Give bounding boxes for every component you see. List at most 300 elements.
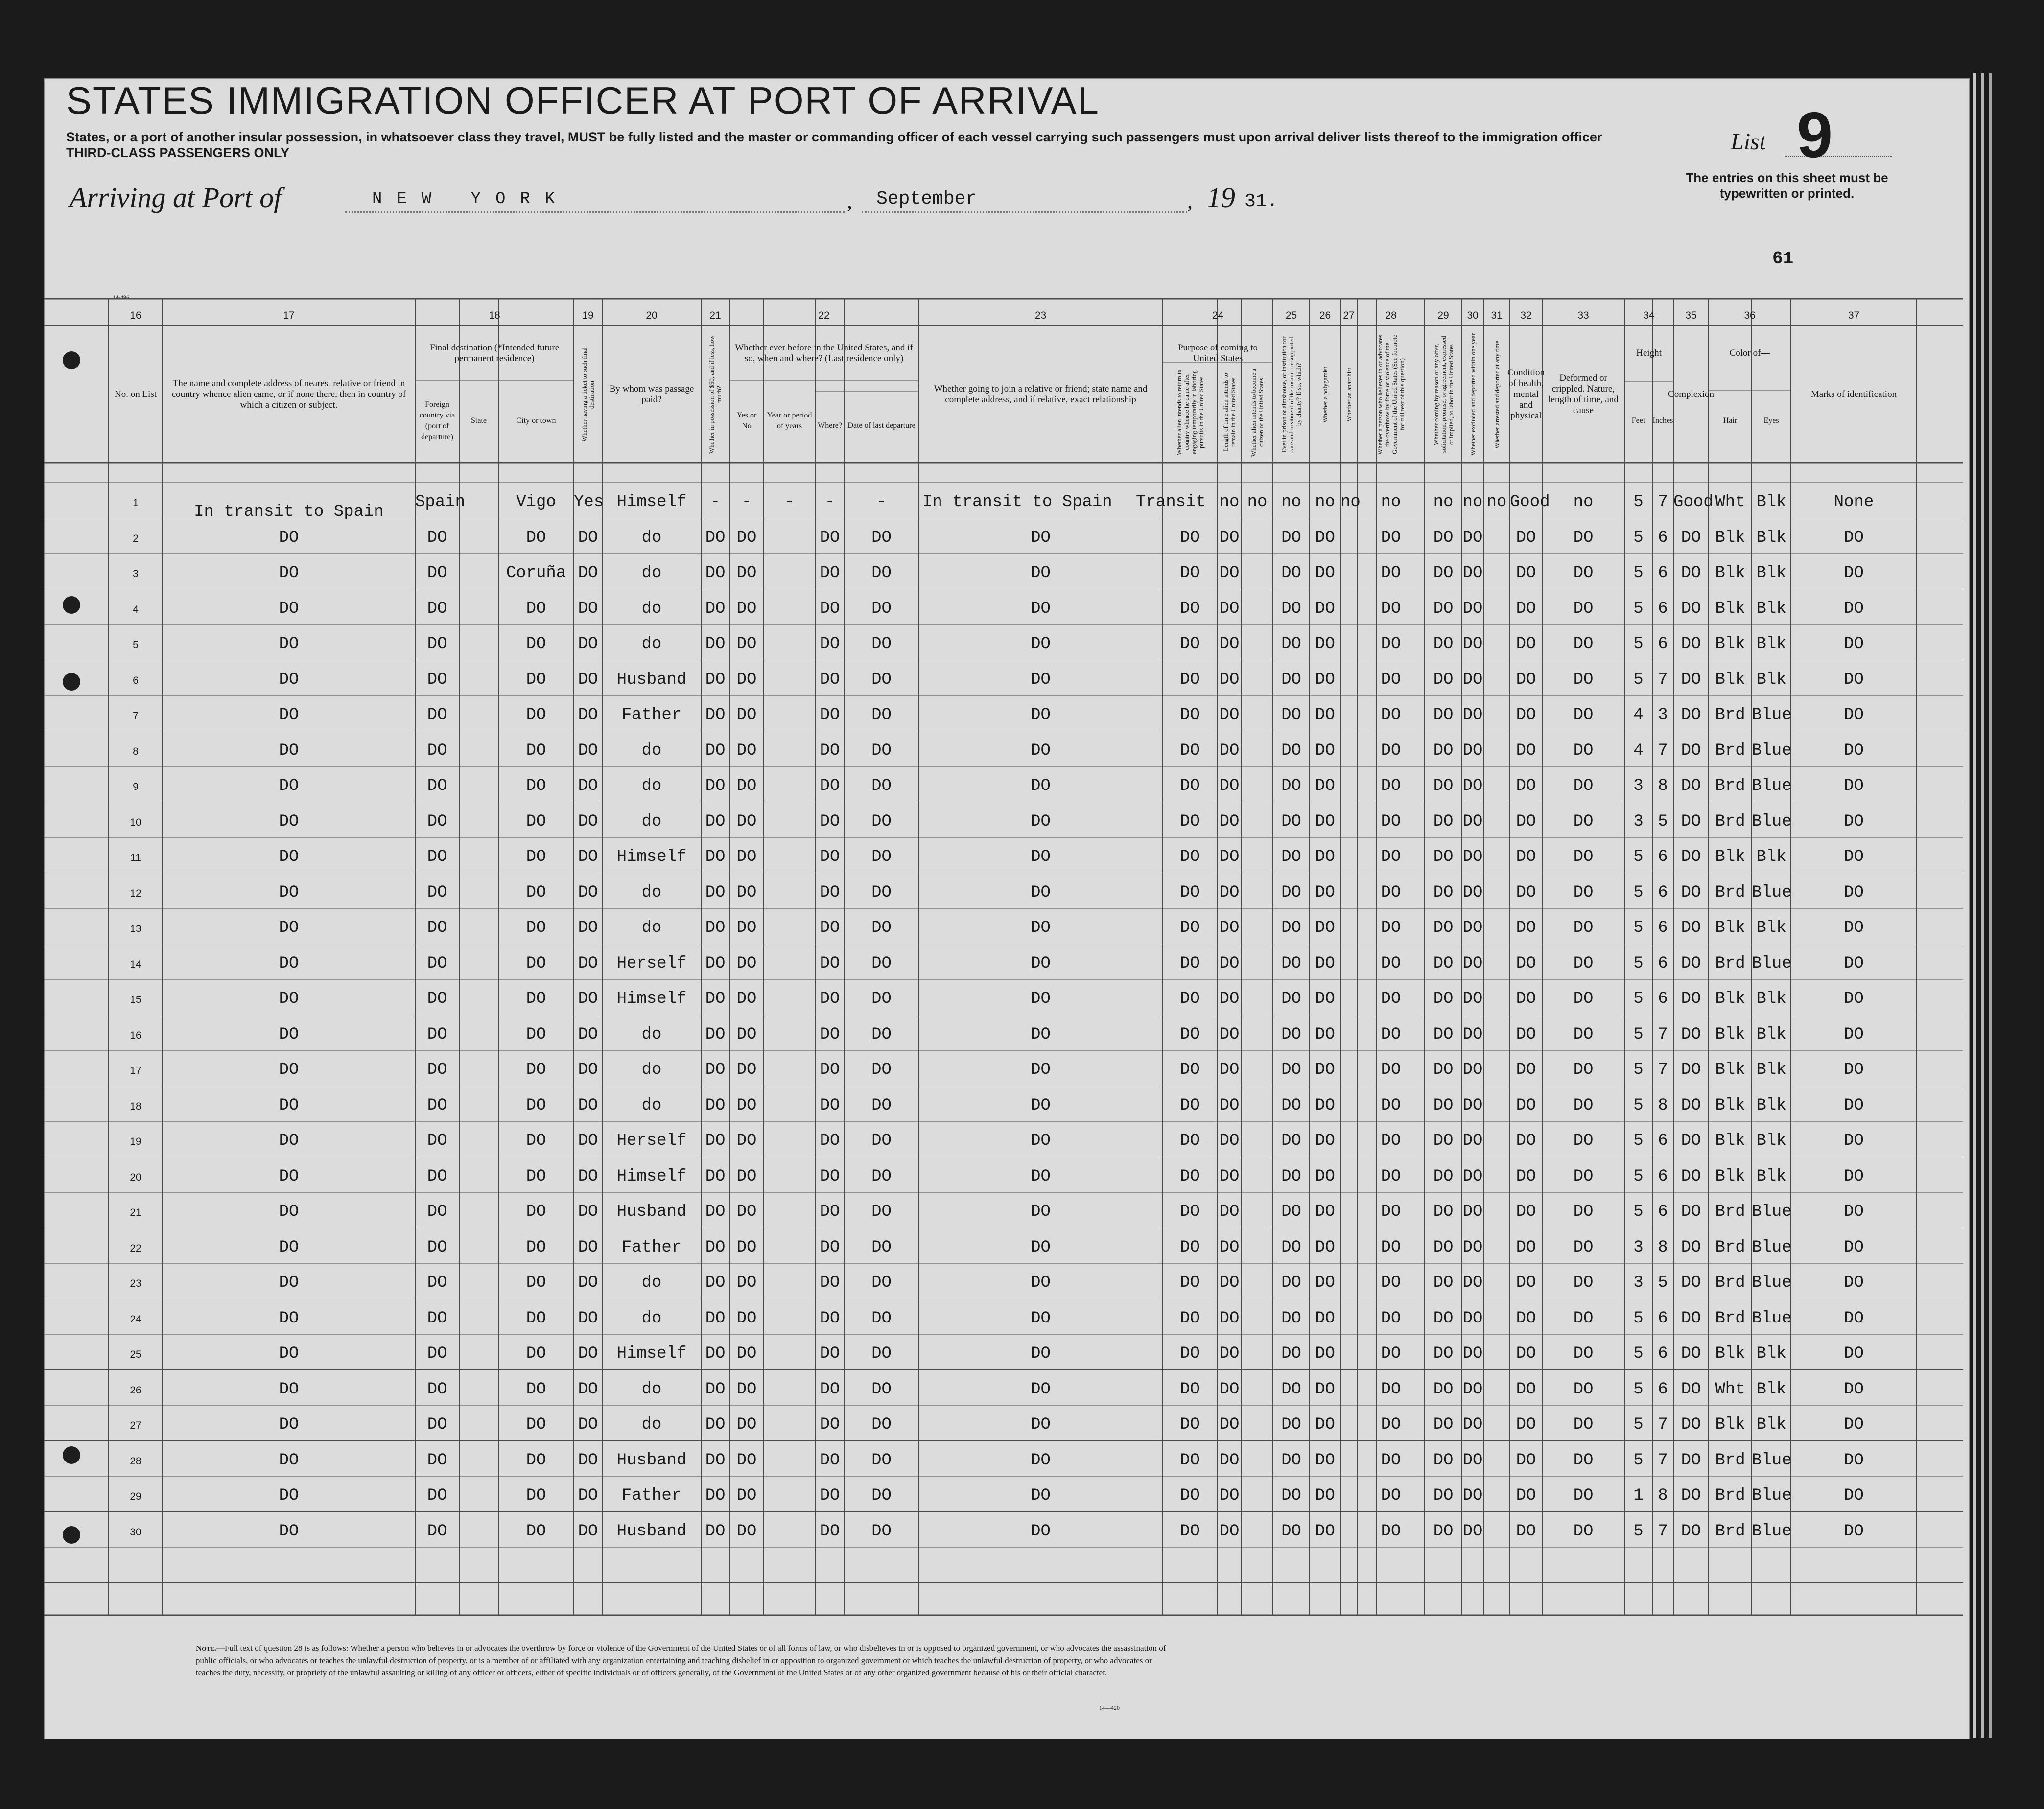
table-cell-money: DO [705, 954, 726, 973]
table-cell-q29: DO [1433, 919, 1454, 937]
month-value: September [876, 188, 977, 209]
column-header-label: The name and complete address of nearest relative or friend in country whence alien came, or if none there, then in country of which a citizen or subject. [171, 378, 406, 410]
table-cell-purpose: DO [1180, 1203, 1200, 1221]
table-cell-date: DO [871, 1096, 892, 1115]
table-cell-join: DO [1031, 848, 1051, 866]
table-cell-marks: DO [1844, 1167, 1864, 1186]
row-number: 1 [133, 497, 139, 509]
table-cell-q30: DO [1462, 1025, 1483, 1044]
table-cell-q30: no [1462, 493, 1483, 511]
table-cell-rel: DO [279, 1167, 299, 1186]
table-cell-eyes: Blk [1756, 1061, 1786, 1079]
table-cell-prison: DO [1281, 599, 1301, 618]
table-cell-hair: Blk [1715, 599, 1745, 618]
table-cell-hair: Blk [1715, 1132, 1745, 1150]
column-number: 20 [646, 310, 658, 321]
table-cell-rel: DO [279, 777, 299, 795]
list-note: The entries on this sheet must be typewritten or printed. [1686, 170, 1888, 201]
table-cell-city: DO [526, 599, 546, 618]
table-cell-city: DO [526, 1451, 546, 1470]
table-cell-city: DO [526, 1345, 546, 1363]
table-cell-via: DO [427, 1415, 447, 1434]
table-cell-city: DO [526, 1167, 546, 1186]
table-cell-complexion: DO [1681, 1345, 1701, 1363]
table-cell-prison: DO [1281, 706, 1301, 724]
table-cell-eyes: Blk [1756, 599, 1786, 618]
table-cell-purpose: DO [1180, 1451, 1200, 1470]
table-cell-feet: 3 [1633, 777, 1644, 795]
table-cell-where: DO [820, 1025, 840, 1044]
table-cell-inches: 6 [1658, 990, 1668, 1008]
row-number: 26 [130, 1384, 141, 1396]
table-cell-deformed: DO [1573, 741, 1594, 760]
row-number: 9 [133, 781, 139, 792]
table-cell-feet: 5 [1633, 670, 1644, 689]
table-cell-paid: Himself [616, 848, 687, 866]
table-cell-eyes: Blue [1752, 1486, 1792, 1505]
sheet-number: 61 [1772, 249, 1794, 269]
column-header-label: Complexion [1668, 389, 1714, 399]
table-cell-city: DO [526, 670, 546, 689]
table-cell-inches: 6 [1658, 954, 1668, 973]
comma-separator: , [847, 189, 852, 213]
table-cell-where: - [824, 493, 835, 511]
table-cell-health: DO [1516, 670, 1536, 689]
table-cell-rel: DO [279, 564, 299, 582]
footnote-text: —Full text of question 28 is as follows: Whether a person who believes in or advocates the overthrow by force or violence of the Government of the United States or of all forms of law, or who disbelieves in or is opposed to organized government, or who advocates the assassination of public officials, or who advocates or teaches the unlawful destruction of property, or is a member of or affiliated with any organization entertaining and teaching disbelief in or opposition to organized government or which teaches the unlawful destruction of property, or who advocates or teaches the duty, necessity, or propriety of the unlawful assaulting or killing of any officer or officers, either of specific individuals or of officers generally, of the Government of the United States or of any other organized government because of his or their official character. [196, 1644, 1166, 1677]
table-cell-poly: DO [1315, 670, 1335, 689]
table-cell-length: DO [1219, 812, 1240, 831]
table-cell-inches: 3 [1658, 706, 1668, 724]
table-cell-purpose: DO [1180, 1309, 1200, 1328]
table-cell-ticket: DO [578, 848, 598, 866]
table-cell-deformed: DO [1573, 706, 1594, 724]
table-cell-eyes: Blk [1756, 919, 1786, 937]
table-cell-purpose: DO [1180, 1522, 1200, 1541]
table-cell-where: DO [820, 1451, 840, 1470]
table-cell-prison: DO [1281, 990, 1301, 1008]
form-code: 14—420 [1099, 1704, 1120, 1711]
table-cell-city: DO [526, 1309, 546, 1328]
table-cell-length: DO [1219, 1380, 1240, 1399]
table-cell-paid: do [641, 919, 662, 937]
table-cell-q29: DO [1433, 1345, 1454, 1363]
table-cell-yes: DO [736, 812, 757, 831]
table-cell-paid: do [641, 1415, 662, 1434]
table-cell-via: DO [427, 990, 447, 1008]
table-cell-length: DO [1219, 1203, 1240, 1221]
table-cell-purpose: DO [1180, 990, 1200, 1008]
table-cell-poly: DO [1315, 564, 1335, 582]
table-cell-deformed: DO [1573, 528, 1594, 547]
table-cell-ticket: DO [578, 706, 598, 724]
table-cell-q28: DO [1381, 1132, 1401, 1150]
table-cell-marks: DO [1844, 1025, 1864, 1044]
column-header [1709, 329, 1791, 378]
table-cell-date: DO [871, 1238, 892, 1257]
table-cell-feet: 5 [1633, 1061, 1644, 1079]
table-cell-yes: DO [736, 1238, 757, 1257]
table-cell-yes: DO [736, 1025, 757, 1044]
table-cell-poly: DO [1315, 741, 1335, 760]
table-cell-money: DO [705, 1309, 726, 1328]
table-cell-q28: DO [1381, 1238, 1401, 1257]
table-cell-feet: 5 [1633, 1309, 1644, 1328]
table-cell-health: DO [1516, 990, 1536, 1008]
table-cell-q30: DO [1462, 670, 1483, 689]
table-cell-date: DO [871, 883, 892, 902]
row-number: 3 [133, 568, 139, 580]
table-cell-health: DO [1516, 1203, 1536, 1221]
table-cell-date: DO [871, 848, 892, 866]
table-cell-complexion: DO [1681, 1132, 1701, 1150]
table-cell-city: DO [526, 883, 546, 902]
table-cell-prison: DO [1281, 528, 1301, 547]
table-cell-marks: DO [1844, 599, 1864, 618]
table-cell-inches: 7 [1658, 1451, 1668, 1470]
table-cell-join: DO [1031, 706, 1051, 724]
table-cell-complexion: DO [1681, 1061, 1701, 1079]
table-cell-city: DO [526, 1025, 546, 1044]
table-cell-poly: DO [1315, 777, 1335, 795]
table-cell-complexion: DO [1681, 1486, 1701, 1505]
table-cell-eyes: Blue [1752, 1238, 1792, 1257]
table-cell-marks: DO [1844, 1309, 1864, 1328]
table-cell-q28: DO [1381, 706, 1401, 724]
table-cell-rel: DO [279, 1451, 299, 1470]
table-cell-rel: DO [279, 1486, 299, 1505]
table-cell-inches: 7 [1658, 1061, 1668, 1079]
table-cell-join: DO [1031, 1415, 1051, 1434]
column-number: 30 [1467, 310, 1479, 321]
table-cell-paid: do [641, 599, 662, 618]
table-cell-eyes: Blue [1752, 1522, 1792, 1541]
table-cell-q30: DO [1462, 812, 1483, 831]
table-cell-hair: Brd [1715, 1238, 1745, 1257]
table-cell-marks: DO [1844, 741, 1864, 760]
table-cell-rel: DO [279, 1203, 299, 1221]
table-cell-paid: Husband [616, 1203, 687, 1221]
table-cell-q30: DO [1462, 777, 1483, 795]
table-cell-via: DO [427, 883, 447, 902]
table-cell-inches: 7 [1658, 493, 1668, 511]
table-cell-join: DO [1031, 670, 1051, 689]
table-cell-q30: DO [1462, 564, 1483, 582]
table-cell-via: DO [427, 1380, 447, 1399]
table-cell-where: DO [820, 1096, 840, 1115]
table-cell-money: DO [705, 1522, 726, 1541]
table-cell-money: DO [705, 1238, 726, 1257]
table-cell-join: DO [1031, 1309, 1051, 1328]
port-value: NEW YORK [372, 190, 570, 209]
table-cell-ticket: DO [578, 1061, 598, 1079]
table-cell-paid: do [641, 777, 662, 795]
table-cell-purpose: DO [1180, 1238, 1200, 1257]
table-cell-health: DO [1516, 1274, 1536, 1292]
table-cell-deformed: DO [1573, 1096, 1594, 1115]
table-cell-q29: DO [1433, 1309, 1454, 1328]
table-cell-city: DO [526, 1061, 546, 1079]
column-number: 24 [1212, 310, 1224, 321]
table-cell-money: DO [705, 635, 726, 653]
table-cell-rel: DO [279, 1274, 299, 1292]
column-header-label: Year or period of years [767, 411, 812, 430]
table-cell-via: DO [427, 528, 447, 547]
table-cell-q29: DO [1433, 883, 1454, 902]
table-cell-feet: 5 [1633, 1203, 1644, 1221]
table-cell-poly: DO [1315, 635, 1335, 653]
table-cell-poly: DO [1315, 883, 1335, 902]
table-cell-paid: Herself [616, 1132, 687, 1150]
table-cell-marks: DO [1844, 1061, 1864, 1079]
table-cell-paid: Himself [616, 990, 687, 1008]
column-header [815, 394, 845, 458]
table-cell-paid: do [641, 528, 662, 547]
table-cell-rel: DO [279, 741, 299, 760]
table-cell-where: DO [820, 1522, 840, 1541]
table-cell-purpose: DO [1180, 1345, 1200, 1363]
table-cell-date: DO [871, 670, 892, 689]
table-cell-length: DO [1219, 528, 1240, 547]
table-cell-purpose: DO [1180, 1132, 1200, 1150]
table-cell-purpose: DO [1180, 919, 1200, 937]
column-header [109, 329, 163, 460]
table-cell-deformed: DO [1573, 1380, 1594, 1399]
table-cell-money: DO [705, 1025, 726, 1044]
table-cell-eyes: Blk [1756, 1345, 1786, 1363]
table-cell-feet: 5 [1633, 1096, 1644, 1115]
column-header-label: Whether excluded and deported within one year [1469, 333, 1477, 456]
table-cell-q28: DO [1381, 670, 1401, 689]
table-cell-deformed: DO [1573, 1522, 1594, 1541]
table-cell-via: DO [427, 599, 447, 618]
table-cell-feet: 5 [1633, 1132, 1644, 1150]
table-cell-q30: DO [1462, 1132, 1483, 1150]
table-cell-date: DO [871, 1132, 892, 1150]
table-cell-marks: DO [1844, 670, 1864, 689]
table-cell-ticket: DO [578, 1167, 598, 1186]
table-cell-length: DO [1219, 1415, 1240, 1434]
table-cell-via: DO [427, 670, 447, 689]
table-cell-where: DO [820, 635, 840, 653]
table-cell-q29: DO [1433, 812, 1454, 831]
year-suffix: 31. [1245, 191, 1278, 212]
table-cell-join: DO [1031, 990, 1051, 1008]
table-cell-ticket: DO [578, 777, 598, 795]
row-number: 23 [130, 1278, 141, 1289]
table-cell-poly: DO [1315, 1203, 1335, 1221]
table-cell-hair: Blk [1715, 1345, 1745, 1363]
row-number: 14 [130, 958, 141, 970]
column-header-label: Where? [818, 421, 842, 430]
table-cell-date: - [876, 493, 887, 511]
table-cell-purpose: DO [1180, 1096, 1200, 1115]
table-cell-marks: DO [1844, 1203, 1864, 1221]
table-cell-eyes: Blue [1752, 812, 1792, 831]
table-cell-hair: Blk [1715, 670, 1745, 689]
table-cell-health: DO [1516, 777, 1536, 795]
table-cell-where: DO [820, 777, 840, 795]
column-header-label: State [471, 417, 487, 425]
table-cell-paid: do [641, 1025, 662, 1044]
table-cell-poly: DO [1315, 1415, 1335, 1434]
table-cell-paid: do [641, 635, 662, 653]
table-cell-city: DO [526, 1415, 546, 1434]
table-cell-yes: DO [736, 1451, 757, 1470]
column-header-label: Purpose of coming to United States [1177, 343, 1258, 364]
table-cell-eyes: Blk [1756, 528, 1786, 547]
table-cell-poly: DO [1315, 1309, 1335, 1328]
table-cell-yes: DO [736, 1345, 757, 1363]
table-cell-purpose: DO [1180, 635, 1200, 653]
table-cell-q31: no [1486, 493, 1507, 511]
column-header-label: Whether ever before in the United States, and if so, when and where? (Last residence only) [735, 343, 913, 364]
table-cell-poly: DO [1315, 919, 1335, 937]
table-cell-paid: do [641, 1061, 662, 1079]
table-cell-q29: DO [1433, 990, 1454, 1008]
table-cell-deformed: DO [1573, 1415, 1594, 1434]
table-cell-eyes: Blk [1756, 1415, 1786, 1434]
table-cell-length: DO [1219, 1238, 1240, 1257]
table-cell-via: DO [427, 1238, 447, 1257]
table-cell-feet: 3 [1633, 812, 1644, 831]
table-cell-complexion: DO [1681, 954, 1701, 973]
table-cell-date: DO [871, 635, 892, 653]
comma-separator: , [1187, 189, 1193, 213]
table-cell-q28: DO [1381, 1274, 1401, 1292]
table-cell-q29: DO [1433, 1451, 1454, 1470]
column-number: 33 [1577, 310, 1589, 321]
table-cell-health: DO [1516, 919, 1536, 937]
table-cell-length: DO [1219, 1486, 1240, 1505]
table-cell-deformed: DO [1573, 1167, 1594, 1186]
table-cell-q30: DO [1462, 1451, 1483, 1470]
column-header [729, 384, 764, 458]
table-cell-money: DO [705, 1203, 726, 1221]
table-cell-prison: DO [1281, 1167, 1301, 1186]
column-number: 18 [489, 310, 500, 321]
table-cell-date: DO [871, 741, 892, 760]
table-cell-poly: DO [1315, 1132, 1335, 1150]
table-cell-marks: DO [1844, 1238, 1864, 1257]
table-cell-length: DO [1219, 1309, 1240, 1328]
table-cell-length: DO [1219, 954, 1240, 973]
table-cell-deformed: DO [1573, 1061, 1594, 1079]
table-cell-ticket: DO [578, 564, 598, 582]
table-cell-join: DO [1031, 777, 1051, 795]
table-cell-where: DO [820, 741, 840, 760]
table-cell-anarch: no [1340, 493, 1361, 511]
table-cell-length: DO [1219, 1096, 1240, 1115]
table-cell-complexion: DO [1681, 528, 1701, 547]
column-header [1483, 329, 1510, 460]
table-cell-health: DO [1516, 706, 1536, 724]
table-cell-where: DO [820, 954, 840, 973]
table-cell-marks: DO [1844, 990, 1864, 1008]
table-cell-health: DO [1516, 1309, 1536, 1328]
table-cell-where: DO [820, 1238, 840, 1257]
table-cell-prison: DO [1281, 1522, 1301, 1541]
table-cell-city: Vigo [516, 493, 556, 511]
table-cell-paid: do [641, 1309, 662, 1328]
table-cell-poly: DO [1315, 1274, 1335, 1292]
table-cell-q28: DO [1381, 741, 1401, 760]
table-cell-date: DO [871, 599, 892, 618]
table-cell-rel: DO [279, 670, 299, 689]
table-cell-feet: 5 [1633, 1522, 1644, 1541]
table-cell-q28: DO [1381, 1167, 1401, 1186]
table-cell-ticket: DO [578, 1238, 598, 1257]
table-cell-via: DO [427, 1096, 447, 1115]
table-cell-poly: DO [1315, 706, 1335, 724]
table-cell-paid: do [641, 1096, 662, 1115]
table-cell-purpose: DO [1180, 777, 1200, 795]
column-header-label: Yes or No [736, 411, 757, 430]
table-cell-hair: Blk [1715, 1415, 1745, 1434]
table-cell-inches: 6 [1658, 599, 1668, 618]
table-cell-eyes: Blue [1752, 1309, 1792, 1328]
table-cell-date: DO [871, 1451, 892, 1470]
table-cell-inches: 8 [1658, 1238, 1668, 1257]
table-cell-q29: DO [1433, 1415, 1454, 1434]
table-cell-where: DO [820, 670, 840, 689]
column-header [764, 384, 815, 458]
table-cell-ticket: DO [578, 954, 598, 973]
table-cell-feet: 5 [1633, 635, 1644, 653]
table-cell-date: DO [871, 1486, 892, 1505]
table-cell-ticket: DO [578, 528, 598, 547]
table-cell-q30: DO [1462, 1522, 1483, 1541]
table-cell-q30: DO [1462, 706, 1483, 724]
table-cell-complexion: DO [1681, 883, 1701, 902]
row-number: 16 [130, 1029, 141, 1041]
table-cell-yes: DO [736, 777, 757, 795]
table-cell-prison: DO [1281, 919, 1301, 937]
column-header [1709, 384, 1752, 458]
table-cell-marks: DO [1844, 564, 1864, 582]
table-cell-join: DO [1031, 635, 1051, 653]
table-cell-health: DO [1516, 1451, 1536, 1470]
row-number: 30 [130, 1526, 141, 1538]
table-cell-deformed: DO [1573, 599, 1594, 618]
table-cell-feet: 5 [1633, 1451, 1644, 1470]
table-cell-hair: Brd [1715, 883, 1745, 902]
table-cell-poly: DO [1315, 1486, 1335, 1505]
table-cell-poly: DO [1315, 1096, 1335, 1115]
table-cell-date: DO [871, 1274, 892, 1292]
table-cell-inches: 6 [1658, 1345, 1668, 1363]
table-cell-deformed: DO [1573, 1451, 1594, 1470]
table-cell-prison: DO [1281, 1309, 1301, 1328]
table-cell-health: DO [1516, 848, 1536, 866]
table-cell-complexion: DO [1681, 1167, 1701, 1186]
table-cell-hair: Brd [1715, 812, 1745, 831]
table-cell-q28: DO [1381, 1522, 1401, 1541]
column-number: 19 [582, 310, 594, 321]
table-cell-feet: 5 [1633, 919, 1644, 937]
table-cell-eyes: Blk [1756, 1167, 1786, 1186]
row-number: 20 [130, 1171, 141, 1183]
table-cell-inches: 7 [1658, 741, 1668, 760]
table-cell-deformed: DO [1573, 670, 1594, 689]
column-header-label: Date of last departure [847, 421, 916, 430]
table-cell-prison: DO [1281, 1061, 1301, 1079]
table-cell-q30: DO [1462, 528, 1483, 547]
table-cell-yes: DO [736, 706, 757, 724]
table-cell-q29: DO [1433, 1203, 1454, 1221]
table-cell-money: DO [705, 1061, 726, 1079]
table-cell-health: DO [1516, 1522, 1536, 1541]
